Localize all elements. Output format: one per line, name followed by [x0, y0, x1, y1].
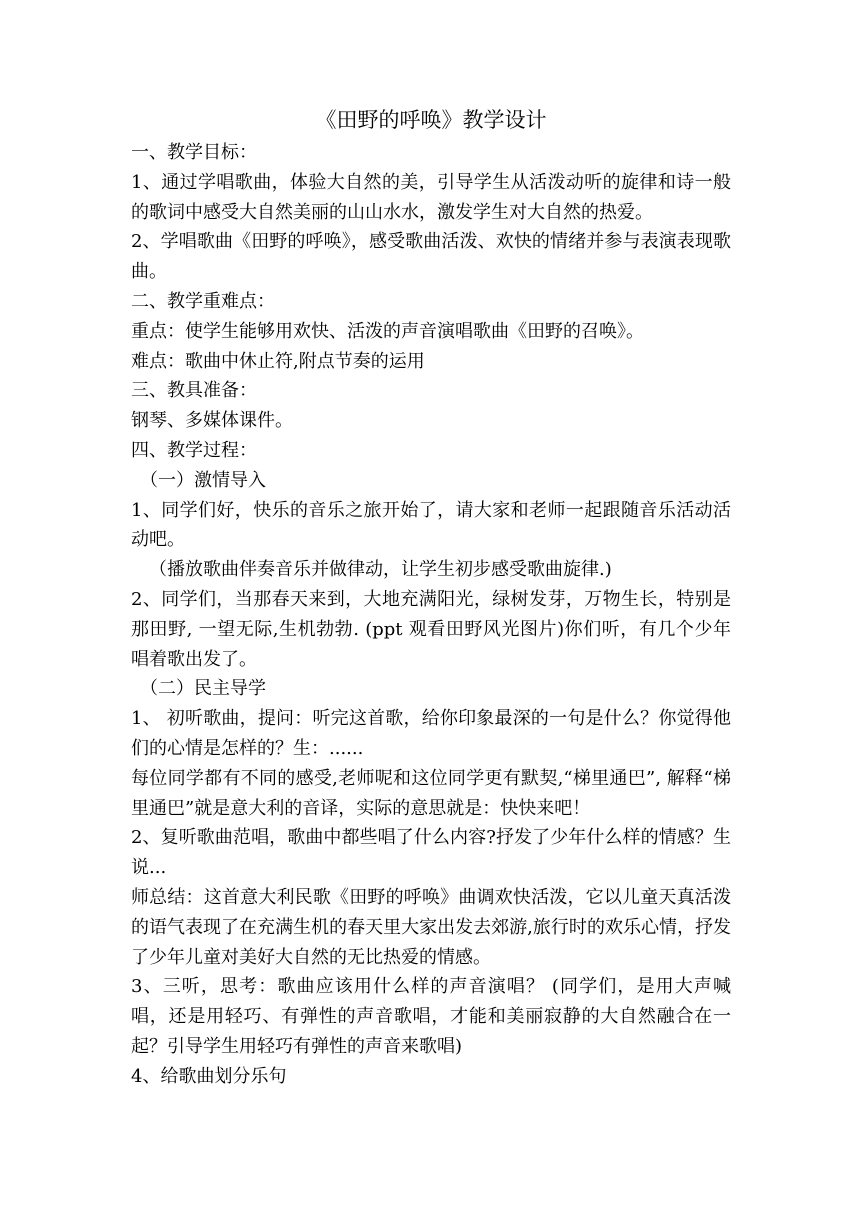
document-body [131, 103, 731, 1092]
subsection-heading-guided-learning: （二）民主导学 [140, 678, 266, 700]
key-point: 重点：使学生能够用欢快、活泼的声音演唱歌曲《田野的召唤》。 [131, 320, 644, 342]
difficult-point: 难点：歌曲中休止符,附点节奏的运用 [131, 350, 425, 372]
materials-list: 钢琴、多媒体课件。 [131, 410, 293, 432]
intro-note: （播放歌曲伴奏音乐并做律动，让学生初步感受歌曲旋律.) [149, 559, 612, 581]
section-heading-materials: 三、教具准备： [131, 380, 257, 402]
guided-step-4: 4、给歌曲划分乐句 [131, 1065, 287, 1087]
intro-step-1: 1、同学们好，快乐的音乐之旅开始了，请大家和老师一起跟随音乐活动活动吧。 [131, 499, 731, 551]
teacher-summary: 师总结：这首意大利民歌《田野的呼唤》曲调欢快活泼，它以儿童天真活泼的语气表现了在充满生机的春天里大家出发去郊游,旅行时的欢乐心情，抒发了少年儿童对美好大自然的无比热爱的情感。 [131, 886, 731, 968]
guided-step-1: 1、 初听歌曲，提问：听完这首歌，给你印象最深的一句是什么？你觉得他们的心情是怎样的？生：...... [131, 708, 731, 759]
guided-step-2: 2、复听歌曲范唱，歌曲中都些唱了什么内容?抒发了少年什么样的情感？生说... [131, 827, 731, 879]
section-heading-objectives: 一、教学目标： [131, 142, 257, 163]
section-heading-process: 四、教学过程： [131, 439, 257, 461]
objective-item-1: 1、通过学唱歌曲，体验大自然的美，引导学生从活泼动听的旋律和诗一般的歌词中感受大自然美丽的山山水水，激发学生对大自然的热爱。 [131, 171, 731, 223]
subsection-heading-intro: （一）激情导入 [140, 469, 266, 491]
intro-step-2: 2、同学们，当那春天来到，大地充满阳光，绿树发芽，万物生长，特别是那田野, 一望无际,生机勃勃. (ppt 观看田野风光图片)你们听，有几个少年唱着歌出发了。 [131, 588, 731, 670]
guided-explanation: 每位同学都有不同的感受,老师呢和这位同学更有默契,“梯里通巴”, 解释“梯里通巴”就是意大利的音译，实际的意思就是：快快来吧！ [131, 767, 731, 819]
document-title: 《田野的呼唤》教学设计 [315, 108, 547, 132]
objective-item-2: 2、学唱歌曲《田野的呼唤》，感受歌曲活泼、欢快的情绪并参与表演表现歌曲。 [131, 231, 731, 283]
guided-step-3: 3、三听，思考：歌曲应该用什么样的声音演唱？ (同学们，是用大声喊唱，还是用轻巧、有弹性的声音歌唱，才能和美丽寂静的大自然融合在一起？引导学生用轻巧有弹性的声音来歌唱) [131, 976, 731, 1057]
section-heading-key-points: 二、教学重难点： [131, 290, 275, 312]
